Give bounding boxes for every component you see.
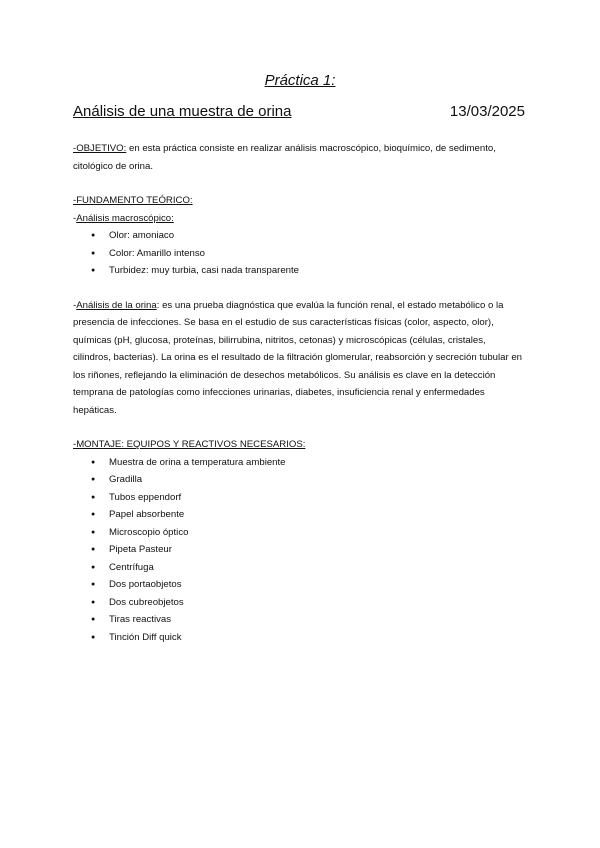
- list-item: ● Gradilla: [91, 471, 525, 489]
- subtitle-row: [73, 103, 525, 120]
- list-item: ● Dos portaobjetos: [91, 576, 525, 594]
- list-item: ● Papel absorbente: [91, 506, 525, 524]
- document-date: 13/03/2025: [449, 103, 525, 120]
- list-item: ● Muestra de orina a temperatura ambiente: [91, 454, 525, 472]
- objetivo-text: en esta práctica consiste en realizar análisis macroscópico, bioquímico, de sedimento, citológico de orina.: [73, 143, 496, 172]
- montaje-list: [73, 454, 525, 647]
- list-item: ● Color: Amarillo intenso: [91, 245, 525, 263]
- orina-label: Análisis de la orina: [76, 299, 157, 311]
- orina-text: : es una prueba diagnóstica que evalúa la función renal, el estado metabólico o la presencia de infecciones. Se basa en el estudio de sus características físicas (color, aspecto, olor), químicas (pH, glucosa, proteínas, bilirrubina, nitritos, cetonas) y microscópicas (células, cristales, cilindros, bacterias). La orina es el resultado de la filtración glomerular, reabsorción y secreción tubular en los riñones, reflejando la eliminación de desechos metabólicos. Su análisis es clave en la detección temprana de patologías como infecciones urinarias, diabetes, insuficiencia renal y enfermedades hepáticas.: [73, 299, 523, 416]
- fundamento-heading: -FUNDAMENTO TEÓRICO:: [73, 195, 193, 206]
- document-body: [73, 140, 525, 646]
- list-item: ● Tubos eppendorf: [91, 489, 525, 507]
- list-item: ● Olor: amoniaco: [91, 227, 525, 245]
- orina-paragraph: -Análisis de la orina: es una prueba diagnóstica que evalúa la función renal, el estado metabólico o la presencia de infecciones. Se basa en el estudio de sus características físicas (color, aspecto, olor), químicas (pH, glucosa, proteínas, bilirrubina, nitritos, cetonas) y microscópicas (células, cristales, cilindros, bacterias). La orina es el resultado de la filtración glomerular, reabsorción y secreción tubular en los riñones, reflejando la eliminación de desechos metabólicos. Su análisis es clave en la detección temprana de patologías como infecciones urinarias, diabetes, insuficiencia renal y enfermedades hepáticas.: [73, 299, 523, 416]
- list-item: ● Pipeta Pasteur: [91, 541, 525, 559]
- list-item: ● Microscopio óptico: [91, 524, 525, 542]
- macro-label: Análisis macroscópico:: [76, 212, 174, 224]
- macro-heading: -Análisis macroscópico:: [73, 212, 174, 224]
- list-item: ● Dos cubreobjetos: [91, 594, 525, 612]
- objetivo-paragraph: [73, 140, 525, 175]
- list-item: ● Tinción Diff quick: [91, 629, 525, 647]
- document-subtitle: Análisis de una muestra de orina: [73, 103, 292, 120]
- list-item: ● Centrífuga: [91, 559, 525, 577]
- document-title: Práctica 1:: [264, 72, 336, 89]
- macro-list: [73, 227, 525, 280]
- montaje-heading: -MONTAJE: EQUIPOS Y REACTIVOS NECESARIOS:: [73, 439, 306, 450]
- list-item: ● Turbidez: muy turbia, casi nada transparente: [91, 262, 525, 280]
- objetivo-label: -OBJETIVO:: [73, 143, 127, 154]
- list-item: ● Tiras reactivas: [91, 611, 525, 629]
